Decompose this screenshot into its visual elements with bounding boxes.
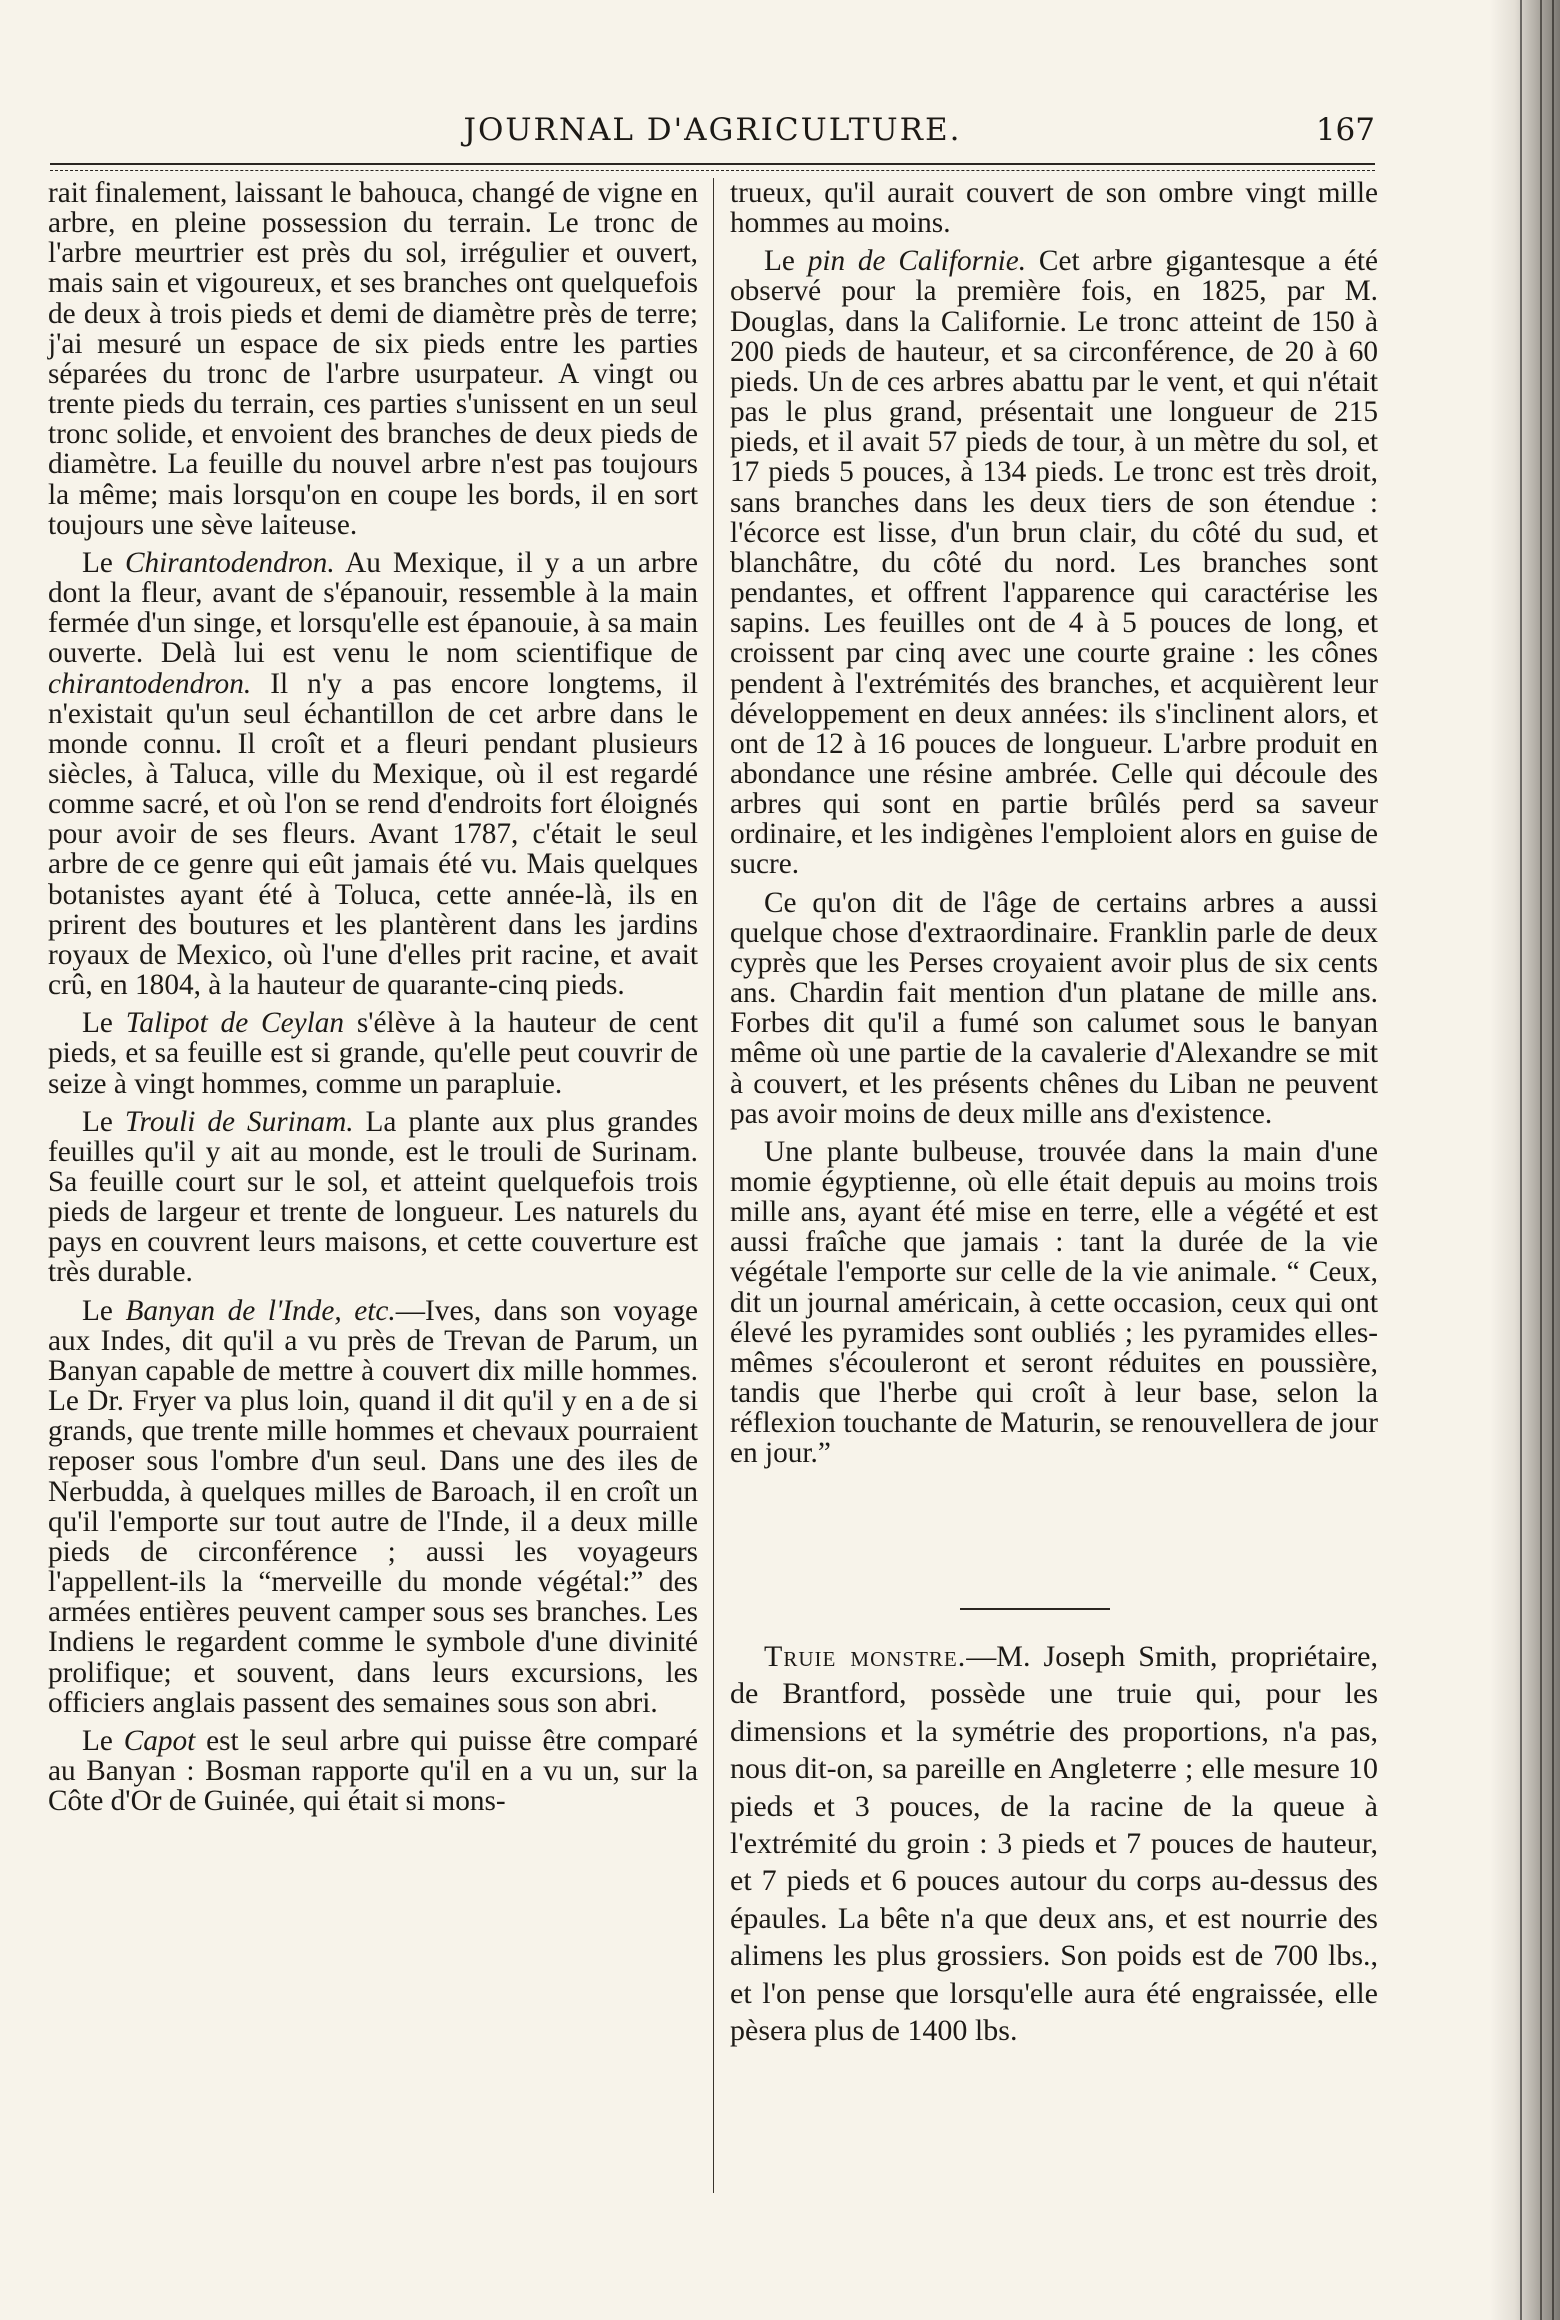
paragraph-trouli [48,1107,698,1288]
tree-name-trouli: Trouli de Surinam. [124,1105,354,1138]
notice-lead: Truie monstre. [764,1640,967,1673]
paragraph-pin-californie [730,246,1378,879]
tree-name-banyan: Banyan de l'Inde, etc. [125,1294,396,1327]
paragraph-bahouca: rait finalement, laissant le bahouca, changé de vigne en arbre, en pleine possession du terrain. Le tronc de l'arbre meurtrier est près du sol, irrégulier et ouvert, mais sain et vigoureux, et ses branches ont quelquefois de deux à trois pieds et demi de diamètre près de terre; j'ai mesuré un espace de six pieds entre les parties séparées du tronc de l'arbre usurpateur. A vingt ou trente pieds du terrain, ces parties s'unissent en un seul tronc solide, et envoient des branches de deux pieds de diamètre. La feuille du nouvel arbre n'est pas toujours la même; mais lorsqu'on en coupe les bords, il en sort toujours une sève laiteuse. [48,177,698,541]
paragraph-age-arbres: Ce qu'on dit de l'âge de certains arbres a aussi quelque chose d'extraordinaire. Franklin parle de deux cyprès que les Perses croyaient avoir plus de six cents ans. Chardin fait mention d'un platane de mille ans. Forbes dit qu'il a fumé son calumet sous le banyan même où une partie de la cavalerie d'Alexandre se mit à couvert, et les présents chênes du Liban ne peuvent pas avoir moins de deux mille ans d'existence. [730,886,1378,1130]
notice-truie-monstre [730,1638,1378,2049]
paragraph-text: La plante aux plus grandes feuilles qu'il y ait au monde, est le trouli de Surinam. Sa feuille court sur le sol, et atteint quelquefois trois pieds de largeur et trente de longueur. Les naturels du pays en couvrent leurs maisons, et cette couverture est très durable. [48,1105,698,1289]
paragraph-text: Il n'y a pas encore longtems, il n'existait qu'un seul échantillon de cet arbre dans le monde connu. Il croît et a fleuri pendant plusieurs siècles, à Taluca, ville du Mexique, où il est regardé comme sacré, et où l'on se rend d'endroits fort éloignés pour avoir de ses fleurs. Avant 1787, c'était le seul arbre de ce genre qui eût jamais été vu. Mais quelques botanistes ayant été à Toluca, cette année-là, ils en prirent des boutures et les plantèrent dans les jardins royaux de Mexico, où l'une d'elles prit racine, et avait crû, en 1804, à la hauteur de quarante-cinq pieds. [48,667,698,1002]
paragraph-capot [48,1726,698,1816]
paragraph-banyan [48,1296,698,1718]
paragraph-lead: Le [82,1294,126,1327]
paragraph-talipot [48,1008,698,1098]
page-edge-line [1540,0,1542,2320]
running-title: JOURNAL D'AGRICULTURE. [463,112,962,148]
section-separator [960,1608,1110,1610]
paragraph-lead: Le [82,546,125,579]
tree-name-chirantodendron: Chirantodendron. [124,546,335,579]
paragraph-continuation: trueux, qu'il aurait couvert de son ombre vingt mille hommes au moins. [730,177,1378,240]
paragraph-text: est le seul arbre qui puisse être comparé au Banyan : Bosman rapporte qu'il en a vu un, sur la Côte d'Or de Guinée, qui était si mons- [48,1724,698,1818]
paragraph-lead: Le [764,245,808,278]
right-column [730,178,1378,1469]
paragraph-lead: Le [82,1105,125,1138]
header-rule-dashed [50,170,1375,171]
paragraph-lead: Le [82,1724,124,1757]
paragraph-text: Cet arbre gigantesque a été observé pour la première fois, en 1825, par M. Douglas, dans la Californie. Le tronc atteint de 150 à 200 pieds de hauteur, et sa circonférence, de 20 à 60 pieds. Un de ces arbres abattu par le vent, et qui n'était pas le plus grand, présentait une longueur de 215 pieds, et il avait 57 pieds de tour, à un mètre du sol, et 17 pieds 5 pouces, à 134 pieds. Le tronc est très droit, sans branches dans les deux tiers de son étendue : l'écorce est lisse, d'un brun clair, du côté du sud, et blanchâtre, du côté du nord. Les branches sont pendantes, et offrent l'apparence qui caractérise les sapins. Les feuilles ont de 4 à 5 pouces de long, et croissent par cinq avec une courte graine : les cônes pendent à l'extrémités des branches, et acquièrent leur développement en deux années: ils s'inclinent alors, et ont de 12 à 16 pouces de longueur. L'arbre produit en abondance une résine ambrée. Celle qui découle des arbres qui sont en partie brûlés perd sa saveur ordinaire, et les indigènes l'emploient alors en guise de sucre. [730,245,1378,881]
page-edge-line [1552,0,1554,2320]
notice-text: —M. Joseph Smith, propriétaire, de Brantford, possède une truie qui, pour les dimensions et la symétrie des proportions, n'a pas, nous dit-on, sa pareille en Angleterre ; elle mesure 10 pieds et 3 pouces, de la racine de la queue à l'extrémité du groin : 3 pieds et 7 pouces de hauteur, et 7 pieds et 6 pouces autour du corps au-dessus des épaules. La bête n'a que deux ans, et est nourrie des alimens les plus grossiers. Son poids est de 700 lbs., et l'on pense que lorsqu'elle aura été engraissée, elle pèsera plus de 1400 lbs. [730,1640,1378,2048]
tree-name-capot: Capot [123,1724,196,1757]
paragraph-text: Au Mexique, il y a un arbre dont la fleur, avant de s'épanouir, ressemble à la main fermée d'un singe, et lorsqu'elle est épanouie, à sa main ouverte. Delà lui est venu le nom scientifique de [48,546,698,670]
paragraph-text: s'élève à la hauteur de cent pieds, et sa feuille est si grande, qu'elle peut couvrir de seize à vingt hommes, comme un parapluie. [48,1007,698,1100]
page-edge-shadow [1490,0,1560,2320]
paragraph-text: —Ives, dans son voyage aux Indes, dit qu'il a vu près de Trevan de Parum, un Banyan capable de mettre à couvert dix mille hommes. Le Dr. Fryer va plus loin, quand il dit qu'il y en a de si grands, que trente mille hommes et chevaux pourraient reposer sous l'ombre d'un seul. Dans une des iles de Nerbudda, à quelques milles de Baroach, il en croît un qu'il l'emporte sur tout autre de l'Inde, il a deux mille pieds de circonférence ; aussi les voyageurs l'appellent-ils la “merveille du monde végétal:” des armées entières peuvent camper sous ses branches. Les Indiens le regardent comme le symbole d'une divinité prolifique; et souvent, dans leurs excursions, les officiers anglais passent des semaines sous son abri. [48,1294,699,1719]
paragraph-chirantodendron [48,548,698,1000]
tree-name-pin: pin de Californie. [807,245,1027,278]
tree-name-talipot: Talipot de Ceylan [125,1007,345,1040]
notice-paragraph [730,1638,1378,2049]
scientific-name: chirantodendron. [48,667,252,700]
paragraph-plante-bulbeuse: Une plante bulbeuse, trouvée dans la main d'une momie égyptienne, où elle était depuis au moins trois mille ans, ayant été mise en terre, elle a végété et est aussi fraîche que jamais : tant la durée de la vie végétale l'emporte sur celle de la vie animale. “ Ceux, dit un journal américain, à cette occasion, ceux qui ont élevé les pyramides sont oubliés ; les pyramides elles-mêmes s'écouleront et seront réduites en poussière, tandis que l'herbe qui croît à leur base, selon la réflexion touchante de Maturin, se renouvellera de jour en jour.” [730,1135,1378,1470]
left-column [48,178,698,1816]
header-rule [50,163,1375,165]
page-number: 167 [1315,112,1375,148]
page-edge-line [1520,0,1522,2320]
paragraph-lead: Le [82,1007,126,1040]
column-divider [713,178,714,2193]
page-header [50,108,1375,158]
